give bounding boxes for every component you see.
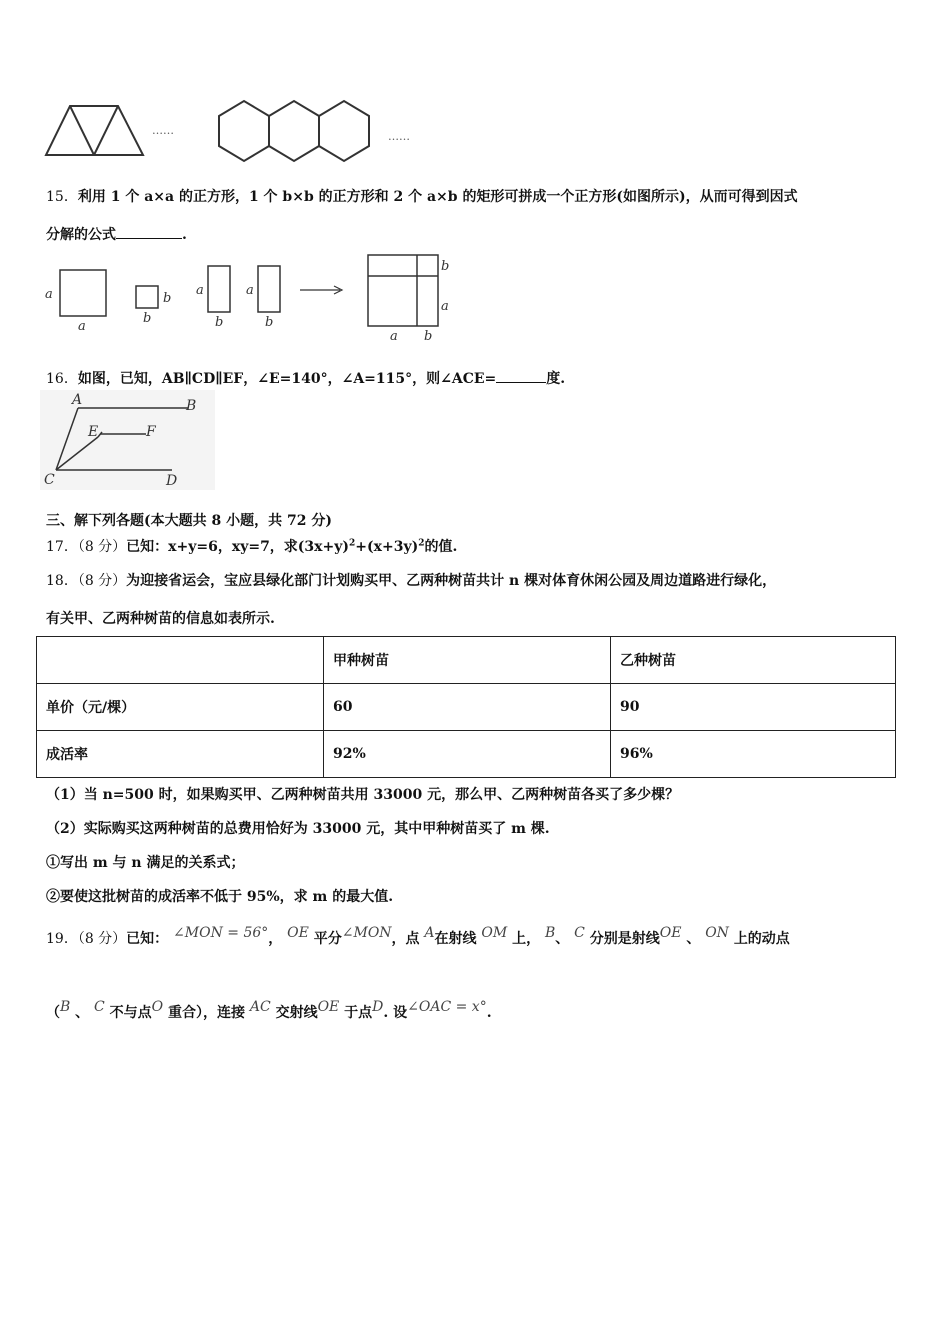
q19-text: 于点 — [344, 1005, 373, 1021]
table-row — [37, 731, 896, 778]
question-15-line1 — [46, 186, 798, 206]
label-a-bottom: a — [78, 319, 86, 334]
q19-text: 在射线 — [434, 931, 477, 947]
exponent-2: 2 — [418, 538, 425, 549]
pattern-dots-left: …… — [152, 124, 174, 137]
math-b: B — [544, 925, 556, 941]
table-cell: 单价（元/棵） — [37, 684, 324, 731]
label-rect2-a: a — [246, 283, 254, 298]
question-16-number: 16． — [46, 371, 78, 387]
pattern-dots-right: …… — [388, 130, 410, 143]
math-a: A — [424, 925, 435, 941]
label-big-b-bottom: b — [424, 329, 433, 344]
question-19-line1 — [46, 925, 790, 948]
math-mon: ∠MON — [341, 925, 392, 941]
answer-blank-16[interactable] — [496, 370, 546, 383]
question-18-number: 18．（8 分） — [46, 573, 127, 589]
q19-text: 上的动点 — [733, 931, 790, 947]
math-oe: OE — [287, 925, 309, 941]
question-17-end: 的值. — [424, 539, 458, 555]
table-cell: 甲种树苗 — [324, 637, 611, 684]
question-18-line2: 有关甲、乙两种树苗的信息如表所示. — [46, 611, 275, 627]
question-18-sub2a: ①写出 m 与 n 满足的关系式； — [46, 855, 245, 871]
table-row — [37, 684, 896, 731]
math-b: B — [60, 999, 71, 1015]
math-c: C — [94, 999, 105, 1015]
table-cell: 成活率 — [37, 731, 324, 778]
question-15-number: 15． — [46, 189, 78, 205]
q19-text: . — [486, 1005, 492, 1021]
math-angle-oac: ∠OAC = x° — [407, 999, 487, 1015]
section-3-title: 三、解下列各题(本大题共 8 小题，共 72 分) — [46, 513, 332, 529]
math-ac: AC — [249, 999, 271, 1015]
q19-text: . 设 — [383, 1005, 408, 1021]
math-on: ON — [705, 925, 729, 941]
q19-text: ， — [268, 931, 283, 947]
math-angle-mon: ∠MON = 56° — [173, 925, 269, 941]
triangle-pattern-figure — [40, 100, 150, 162]
exponent-1: 2 — [349, 538, 356, 549]
question-16 — [46, 368, 565, 388]
label-big-a-right: a — [441, 299, 449, 314]
label-rect2-b: b — [265, 315, 274, 330]
math-o: O — [151, 999, 164, 1015]
question-15-text-2: 分解的公式 — [46, 227, 116, 243]
label-big-a-bottom: a — [390, 329, 398, 344]
table-cell: 乙种树苗 — [611, 637, 896, 684]
label-F: F — [146, 424, 156, 440]
math-oe: OE — [659, 925, 682, 941]
table-cell — [37, 637, 324, 684]
q19-text: 、 — [75, 1005, 90, 1021]
question-15-line2 — [46, 224, 187, 244]
q19-text: 不与点 — [109, 1005, 152, 1021]
question-17-text: 已知：x+y=6，xy=7，求(3x+y) — [126, 539, 350, 555]
q19-text: 、 — [555, 931, 570, 947]
question-19-number: 19．（8 分） — [46, 931, 127, 947]
label-rect1-a: a — [196, 283, 204, 298]
question-15-end: . — [182, 227, 187, 243]
question-16-text: 如图，已知，AB∥CD∥EF，∠E=140°，∠A=115°，则∠ACE= — [77, 371, 497, 387]
label-b-side: b — [163, 291, 172, 306]
question-18-text: 为迎接省运会，宝应县绿化部门计划购买甲、乙两种树苗共计 n 棵对体育休闲公园及周边道路进行绿化， — [126, 573, 777, 589]
table-header-row — [37, 637, 896, 684]
question-17-number: 17．（8 分） — [46, 539, 127, 555]
hexagon-pattern-figure — [214, 96, 380, 168]
math-d: D — [372, 999, 384, 1015]
table-cell: 92% — [324, 731, 611, 778]
q19-text: 分别是射线 — [589, 931, 660, 947]
question-18-sub2: （2）实际购买这两种树苗的总费用恰好为 33000 元，其中甲种树苗买了 m 棵. — [46, 821, 550, 837]
table-cell: 90 — [611, 684, 896, 731]
label-E: E — [88, 424, 99, 440]
answer-blank-15[interactable] — [116, 226, 182, 239]
question-18-line1 — [46, 570, 776, 590]
label-C: C — [44, 472, 55, 488]
q19-text: 平分 — [313, 931, 342, 947]
label-b-bottom: b — [143, 311, 152, 326]
seedling-info-table — [36, 636, 896, 778]
math-c: C — [574, 925, 585, 941]
label-a-side: a — [45, 287, 53, 302]
table-cell: 96% — [611, 731, 896, 778]
question-19-line2 — [46, 999, 492, 1022]
question-18-sub2b: ②要使这批树苗的成活率不低于 95%，求 m 的最大值. — [46, 889, 394, 905]
square-composition-figure — [40, 250, 460, 346]
math-oe: OE — [317, 999, 340, 1015]
question-17 — [46, 536, 457, 556]
question-15-text: 利用 1 个 a×a 的正方形，1 个 b×b 的正方形和 2 个 a×b 的矩形可拼成一个正方形(如图所示)，从而可得到因式 — [77, 189, 798, 205]
q19-text: 已知： — [126, 931, 169, 947]
q19-text: 交射线 — [275, 1005, 318, 1021]
question-18-sub1: （1）当 n=500 时，如果购买甲、乙两种树苗共用 33000 元，那么甲、乙两种树苗各买了多少棵？ — [46, 787, 680, 803]
parallel-lines-figure — [40, 390, 215, 490]
label-rect1-b: b — [215, 315, 224, 330]
label-D: D — [166, 473, 178, 489]
q19-text: ，点 — [391, 931, 420, 947]
q19-text: （ — [46, 1005, 60, 1021]
q19-text: 上， — [512, 931, 541, 947]
question-17-mid: +(x+3y) — [355, 539, 419, 555]
table-cell: 60 — [324, 684, 611, 731]
label-A: A — [72, 392, 83, 408]
label-big-b-right: b — [441, 259, 450, 274]
q19-text: 、 — [686, 931, 701, 947]
triangle-row — [46, 106, 143, 155]
question-16-end: 度. — [546, 371, 566, 387]
label-B: B — [186, 398, 197, 414]
math-om: OM — [481, 925, 508, 941]
q19-text: 重合），连接 — [168, 1005, 245, 1021]
